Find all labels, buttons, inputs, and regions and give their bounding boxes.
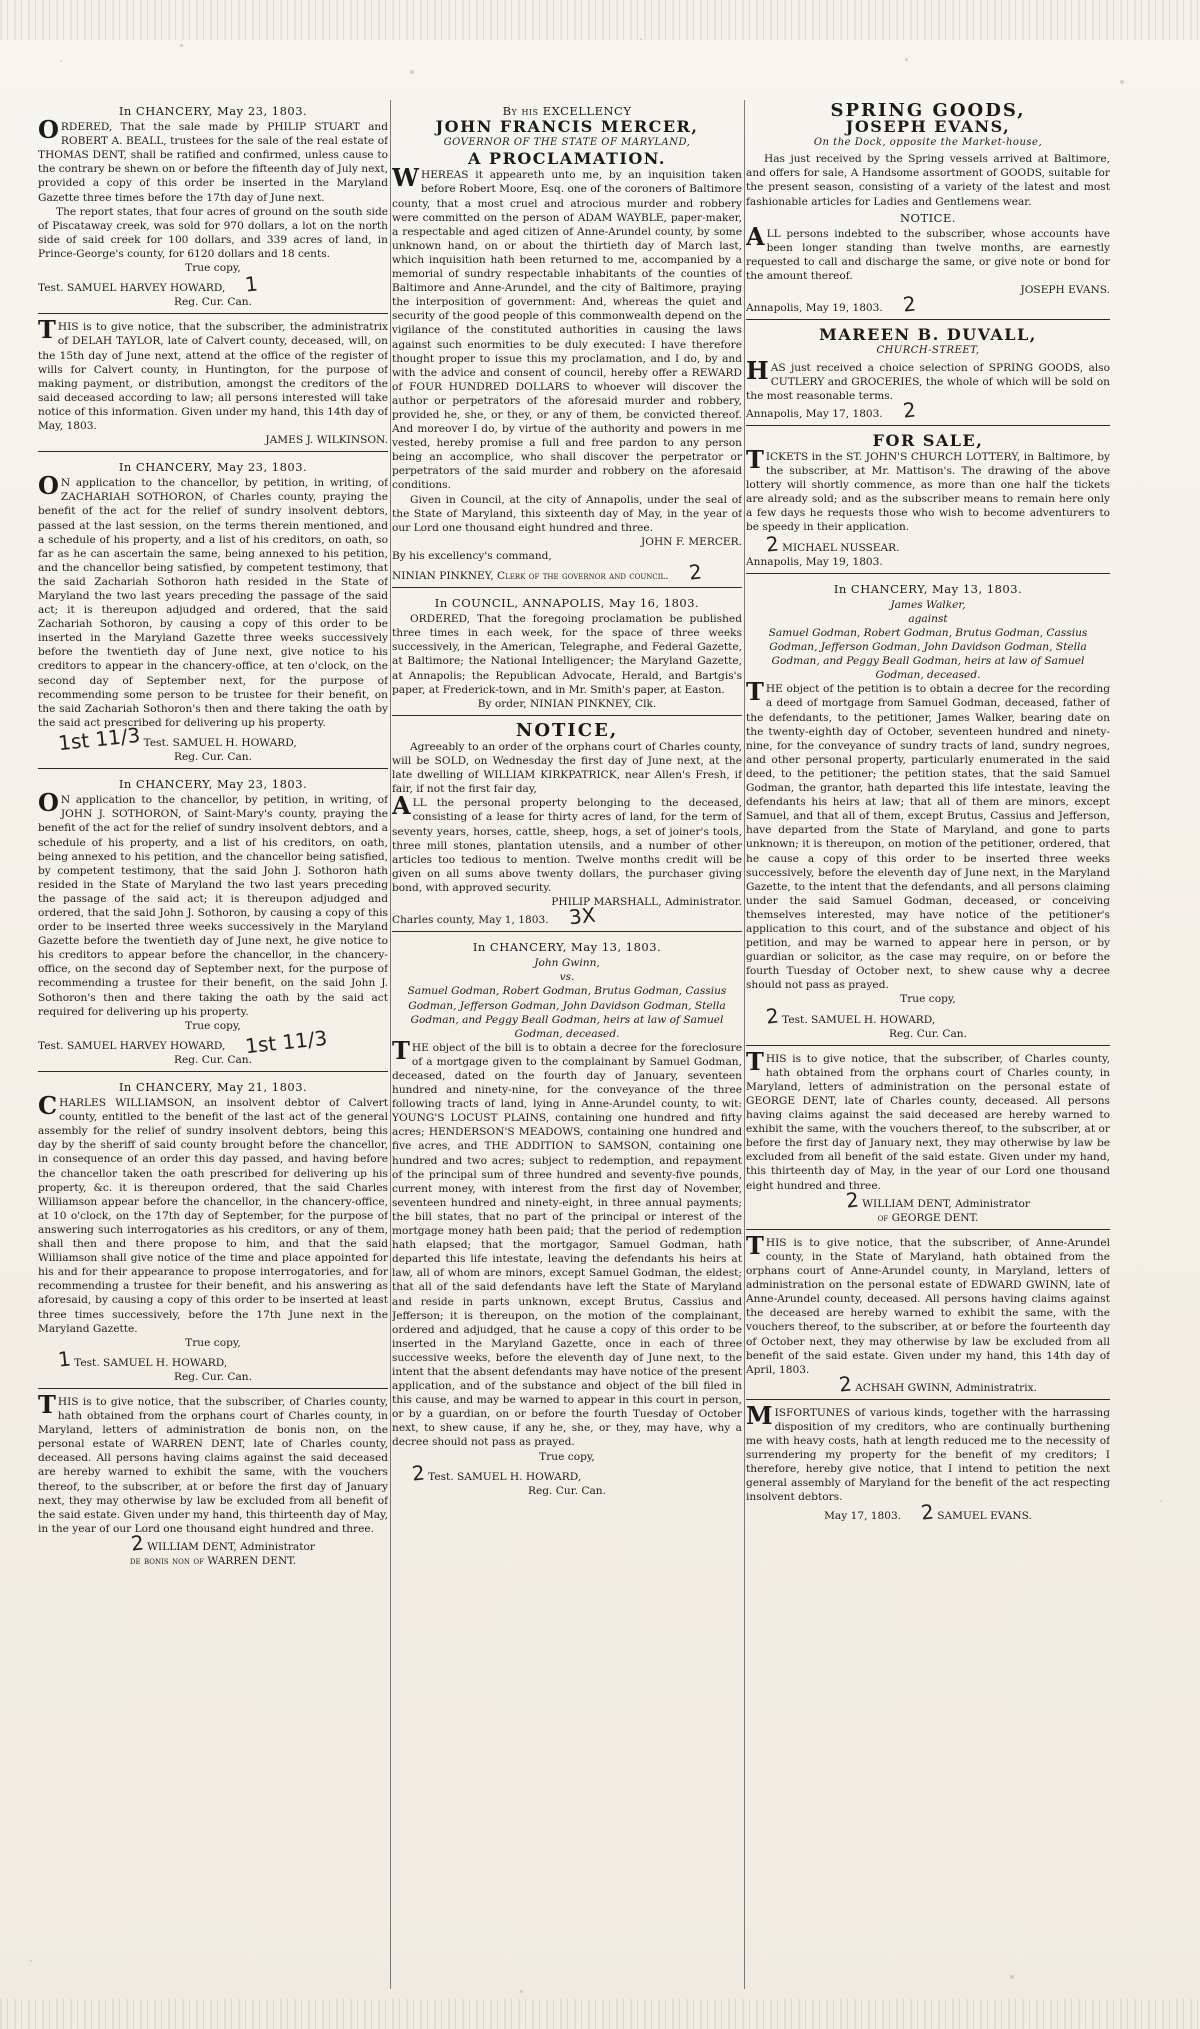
proclamation-heading: A PROCLAMATION. xyxy=(468,149,666,169)
signer: By order, NINIAN PINKNEY, Clk. xyxy=(477,697,657,710)
scan-edge-top xyxy=(0,0,1200,40)
signer: JAMES J. WILKINSON. xyxy=(265,434,388,447)
handwritten-mark: 2 xyxy=(687,559,703,585)
signer-title: Reg. Cur. Can. xyxy=(174,296,252,309)
ad-heading: SPRING GOODS, xyxy=(830,100,1026,121)
ad-body: THE object of the petition is to obtain a decree for the recording a deed of mortgage from Samuel Godman, deceased, father of the defendants, to the petitioner, James Walker, bearing date on the twenty-eighth day of October, seventeen hundred and ninety-nine, for the conveyance of sundry tracts of land, sundry negroes, and other personal property, particularly enumerated in the said deed, to the petitioner; the petition states, that the said Samuel Godman, the grantor, hath departed this life intestate, leaving the defendants his heirs at law; that all of them are minors, except Samuel, and that all of them, except Brutus, Cassius and Jefferson, have departed from the State of Maryland, and gone to parts unknown; it is thereupon, on motion of the petitioner, ordered, that he cause a copy of this order to be inserted three weeks successively, before the eleventh day of June next, in the Maryland Gazette, to the intent that the defendants, and all persons claiming under the said Samuel Godman, deceased, or conceiving themselves interested, may have notice of the petitioner's application to this court, and of the substance and object of his petition, and may be warned to appear here in person, or by guardian or solicitor, as the case may require, on or before the fourth Tuesday of October next, to shew cause why a decree should not pass as prayed. xyxy=(746,677,1110,992)
ad-heading: In CHANCERY, May 13, 1803. xyxy=(833,581,1023,596)
signer-title: of GEORGE DENT. xyxy=(877,1211,979,1224)
chancery-notice-dent xyxy=(38,100,388,314)
ad-body: CHARLES WILLIAMSON, an insolvent debtor of Calvert county, entitled to the benefit of the last act of the general assembly for the relief of sundry insolvent debtors, being this day by the sheriff of said county brought before the chancellor, in consequence of an order this day passed, and having before the chancellor taken the oath prescribed for delivering up his property, &c. it is thereupon ordered, that the said Charles Williamson appear before the chancellor, in the chancery-office, at 10 o'clock, on the 17th day of September, for the purpose of answering such interrogatories as his creditors, or any of them, shall then and there propose to him, and that the said Williamson shall give notice of the time and place appointed for his and for their appearance to propose interrogatories, and for recommending a trustee for their benefit, and his answering as aforesaid, by causing a copy of this order to be inserted at least three times successively, before the 17th June next in the Maryland Gazette. xyxy=(38,1091,388,1335)
ad-body: MISFORTUNES of various kinds, together with the harrassing disposition of my creditors, who are continually burthening me with heavy costs, hath at length reduced me to the necessity of surrendering my property for the benefit of my creditors; I therefore, hereby give notice, that I intend to petition the next general assembly of Maryland for the benefit of the act respecting insolvent debtors. xyxy=(746,1400,1110,1504)
council-order xyxy=(392,592,742,716)
merchant-name: MAREEN B. DUVALL, xyxy=(819,325,1037,345)
scan-speck xyxy=(1010,1975,1014,1979)
given-clause: Given in Council, at the city of Annapolis, under the seal of the State of Maryland, this sixteenth day of May, in the year of our Lord one thousand eight hundred and three. xyxy=(392,493,742,534)
ad-heading: In CHANCERY, May 23, 1803. xyxy=(118,460,308,475)
signer-title: Reg. Cur. Can. xyxy=(174,751,252,764)
ad-date: Annapolis, May 19, 1803. 2 xyxy=(746,291,917,317)
caption-plaintiff: James Walker, xyxy=(890,598,966,611)
merchant-location: On the Dock, opposite the Market-house, xyxy=(813,137,1043,149)
ad-heading: NOTICE, xyxy=(515,719,619,741)
scan-speck xyxy=(1120,80,1124,84)
proclamation xyxy=(392,100,742,588)
scan-speck xyxy=(410,70,414,74)
scan-speck xyxy=(1160,1500,1162,1502)
ad-body: THIS is to give notice, that the subscriber, of Anne-Arundel county, in the State of Maryland, hath obtained from the orphans court of Anne-Arundel county, in Maryland, letters of administration on the personal estate of EDWARD GWINN, late of Anne-Arundel county, deceased. All persons having claims against the deceased are hereby warned to exhibit the same, with the vouchers thereof, to the subscriber, at or before the fourteenth day of October next, they may otherwise by law be excluded from all benefit of the said estate. Given under my hand, this 14th day of April, 1803. xyxy=(746,1230,1110,1376)
ad-heading: In CHANCERY, May 21, 1803. xyxy=(118,1080,308,1094)
merchant-name: JOSEPH EVANS, xyxy=(845,117,1011,137)
handwritten-mark: 1st 11/3 xyxy=(244,1025,329,1059)
spring-goods-evans xyxy=(746,100,1110,320)
notice-delah-taylor xyxy=(38,315,388,452)
signer: 2 WILLIAM DENT, Administrator xyxy=(844,1187,1030,1213)
attest: True copy, xyxy=(185,262,241,275)
scan-speck xyxy=(520,1990,523,1993)
signer: 2 Test. SAMUEL H. HOWARD, xyxy=(410,1460,582,1486)
column-2 xyxy=(392,100,742,1989)
ad-date: Charles county, May 1, 1803. 3X xyxy=(392,902,597,930)
handwritten-mark: 2 xyxy=(837,1371,853,1397)
scan-speck xyxy=(905,58,908,61)
ad-heading: FOR SALE, xyxy=(872,430,984,450)
ad-body: WHEREAS it appeareth unto me, by an inquisition taken before Robert Moore, Esq. one of the coroners of Baltimore county, that a most cruel and atrocious murder and robbery were committed on the person of ADAM WAYBLE, paper-maker, a respectable and aged citizen of Anne-Arundel county, by some unknown hand, on or about the thirtieth day of March last, which inquisition hath been returned to me, accompanied by a memorial of sundry respectable inhabitants of the counties of Baltimore and Anne-Arundel, and the city of Baltimore, praying the interposition of government: And, whereas the quiet and security of the good people of this commonwealth depend on the vigilance of the constituted authorities in causing the laws against such enormities to be duly executed: I have therefore thought proper to issue this my proclamation, and I do, by and with the advice and consent of council, hereby offer a REWARD of FOUR HUNDRED DOLLARS to whoever will discover the author or perpetrators of the aforesaid murder and robbery, provided he, she, or they, or any of them, be convicted thereof. And moreover I do, by virtue of the authority and powers in me vested, hereby promise a full and free pardon to any person being an accomplice, who shall discover the perpetrator or perpetrators of the said murder and robbery on the aforesaid conditions. xyxy=(392,163,742,492)
handwritten-mark: 2 xyxy=(410,1460,426,1486)
command-line: By his excellency's command, xyxy=(392,549,552,562)
scan-speck xyxy=(180,44,183,47)
duvall-goods xyxy=(746,324,1110,426)
ad-body: ORDERED, That the sale made by PHILIP STUART and ROBERT A. BEALL, trustees for the sale of the real estate of THOMAS DENT, shall be ratified and confirmed, unless cause to the contrary be shewn on or before the fifteenth day of July next, provided a copy of this order be inserted in the Maryland Gazette three times before the 17th day of June next. xyxy=(38,115,388,204)
column-1 xyxy=(38,100,388,1989)
ad-heading: In CHANCERY, May 13, 1803. xyxy=(472,940,662,955)
ad-date: Annapolis, May 19, 1803. xyxy=(746,555,883,568)
scan-edge-bottom xyxy=(0,1999,1200,2029)
chancery-notice-zachariah-sothoron xyxy=(38,456,388,769)
ad-body: ON application to the chancellor, by petition, in writing, of ZACHARIAH SOTHORON, of Charles county, praying the benefit of the act for the relief of sundry insolvent debtors, passed at the last session, on the terms therein mentioned, and a schedule of his property, and a list of his creditors, on oath, so far as he can ascertain the same, being annexed to his petition, and the chancellor being satisfied, by competent testimony, that the said Zachariah Sothoron hath resided in the State of Maryland the two last years preceding the passage of the said act; it is thereupon adjudged and ordered, that the said Zachariah Sothoron, by causing a copy of this order to be inserted in the Maryland Gazette three weeks successively before the twentieth day of June next, give notice to his creditors to appear in the chancery-office, at ten o'clock, on the second day of September next, for the purpose of recommending some person to be trustee for their benefit, on the said Zachariah Sothoron's then and there taking the oath by the said act prescribed for delivering up his property. xyxy=(38,471,388,729)
chancery-notice-gwinn xyxy=(392,936,742,1502)
ad-body: TICKETS in the ST. JOHN'S CHURCH LOTTERY, in Baltimore, by the subscriber, at Mr. Mattison's. The drawing of the above lottery will shortly commence, as more than one half the tickets are already sold; and as the subscriber means to remain here only a few days he requests those who wish to become adventurers to be speedy in their application. xyxy=(746,444,1110,534)
notice-george-dent xyxy=(746,1046,1110,1230)
attest: True copy, xyxy=(185,1019,241,1032)
notice-edward-gwinn xyxy=(746,1230,1110,1400)
signer-title: de bonis non of WARREN DENT. xyxy=(129,1555,297,1567)
ad-lead: Agreeably to an order of the orphans court of Charles county, will be SOLD, on Wednesday the first day of June next, at the late dwelling of WILLIAM KIRKPATRICK, near Allen's Fresh, if fair, if not the first fair day, xyxy=(392,740,742,796)
handwritten-mark: 2 xyxy=(129,1530,145,1556)
ad-body: THE object of the bill is to obtain a decree for the foreclosure of a mortgage given to the complainant by Samuel Godman, deceased, dated on the fourth day of January, seventeen hundred and ninety-nine, for the conveyance of the three following tracts of land, lying in Anne-Arundel county, to wit: YOUNG'S LOCUST PLAINS, containing one hundred and fifty acres; HENDERSON'S MEADOWS, containing one hundred and five acres, and THE ADDITION to SAMSON, containing one hundred and two acres; subject to redemption, and repayment of the principal sum of three hundred and seventy-five pounds, current money, with interest from the first day of November, seventeen hundred and ninety-eight, in three annual payments; the bill states, that no part of the principal or interest of the mortgage money hath been paid; that the period of redemption hath elapsed; that the mortgagor, Samuel Godman, hath departed this life intestate, leaving the defendants his heirs at law, all of whom are minors, except Samuel Godman, the eldest; that all of the said defendants have left the State of Maryland and reside in parts unknown, except Brutus, Cassius and Jefferson; it is thereupon, on the motion of the complainant, ordered and adjudged, that he cause a copy of this order to be inserted in the Maryland Gazette, once in each of three successive weeks, before the eleventh day of June next, to the intent that the absent defendants may have notice of the present application, and of the substance and object of the bill filed in this cause, and may be warned to appear in this court in person, or by a guardian, on or before the fourth Tuesday of October next, to shew cause, if any he, she, or they, may have, why a decree should not pass as prayed. xyxy=(392,1035,742,1449)
signer-title: Reg. Cur. Can. xyxy=(528,1484,606,1497)
chancery-notice-john-sothoron xyxy=(38,773,388,1072)
ad-body: ALL the personal property belonging to the deceased, consisting of a lease for thirty acres of land, for the term of seventy years, horses, cattle, sheep, hogs, a set of joiner's tools, three mill stones, plantation utensils, and a number of other articles too tedious to mention. Twelve months credit will be given on all sums above twenty dollars, the purchaser giving bond, with approved security. xyxy=(392,791,742,894)
signer: Test. SAMUEL HARVEY HOWARD, 1st 11/3 xyxy=(38,1025,329,1059)
handwritten-mark: 1 xyxy=(244,271,260,297)
signer: Test. SAMUEL HARVEY HOWARD, 1 xyxy=(38,271,260,297)
chancery-notice-walker xyxy=(746,578,1110,1046)
handwritten-mark: 2 xyxy=(919,1498,936,1525)
ad-body: ON application to the chancellor, by petition, in writing, of JOHN J. SOTHORON, of Saint-Mary's county, praying the benefit of the act for the relief of sundry insolvent debtors, and a schedule of his property, and a list of his creditors, on oath, being annexed to his petition, and the chancellor being satisfied, by competent testimony, that the said John J. Sothoron hath resided in the State of Maryland the two last years preceding the passage of the said act; it is thereupon adjudged and ordered, that the said John J. Sothoron, by causing a copy of this order to be inserted three weeks successively in the Maryland Gazette before the twentieth day of June next, he give notice to his creditors to appear before the chancellor, in the chancery-office, on the second day of September next, for the purpose of recommending a trustee for their benefit, on the said John J. Sothoron's then and there taking the oath by the said act required for delivering up his property. xyxy=(38,788,388,1018)
handwritten-mark: 2 xyxy=(901,397,917,423)
handwritten-mark: 2 xyxy=(901,291,917,317)
attest: True copy, xyxy=(185,1336,241,1349)
signer: 2 WILLIAM DENT, Administrator xyxy=(129,1530,315,1556)
handwritten-mark: 2 xyxy=(844,1187,860,1213)
scan-speck xyxy=(640,38,642,40)
ad-body: ORDERED, That the foregoing proclamation be published three times in each week, for the space of three weeks successively, in the American, Telegraphe, and Federal Gazette, at Baltimore; the National Intelligencer; the Maryland Gazette, at Annapolis; the Republican Advocate, Herald, and Bartgis's paper, at Frederick-town, and in Mr. Smith's paper, at Easton. xyxy=(392,613,742,696)
ad-body: THIS is to give notice, that the subscriber, of Charles county, hath obtained from the orphans court of Charles county, in Maryland, letters of administration on the personal estate of GEORGE DENT, late of Charles county, deceased. All persons having claims against the said deceased are hereby warned to exhibit the same, with the vouchers thereof, to the subscriber, at or before the first day of January next, they may otherwise by law be excluded from all benefit of the said estate. Given under my hand, this thirteenth day of May, in the year of our Lord one thousand eight hundred and three. xyxy=(746,1046,1110,1192)
caption-vs: vs. xyxy=(559,971,575,984)
signer: 1st 11/3 Test. SAMUEL H. HOWARD, xyxy=(56,722,297,756)
ad-heading: In CHANCERY, May 23, 1803. xyxy=(118,104,308,118)
handwritten-mark: 1st 11/3 xyxy=(56,722,142,756)
lottery-for-sale xyxy=(746,430,1110,574)
scan-speck xyxy=(60,60,62,62)
governor-name: JOHN FRANCIS MERCER, xyxy=(435,117,699,137)
column-rule-1 xyxy=(390,100,391,1989)
signer: 2 MICHAEL NUSSEAR. xyxy=(764,530,900,557)
handwritten-mark: 2 xyxy=(764,1002,780,1029)
handwritten-mark: 3X xyxy=(567,902,597,930)
ad-body: THIS is to give notice, that the subscriber, of Charles county, hath obtained from the orphans court of Charles county, in Maryland, letters of administration de bonis non, on the personal estate of WARREN DENT, late of Charles county, deceased. All persons having claims against the said deceased are hereby warned to exhibit the same, with the vouchers thereof, to the subscriber, at or before the first day of January next, they may otherwise by law be excluded from all benefit of the said estate. Given under my hand, this thirteenth day of May, in the year of our Lord one thousand eight hundred and three. xyxy=(38,1389,388,1535)
ad-body-2: The report states, that four acres of ground on the south side of Piscataway creek, was sold for 970 dollars, a lot on the north side of said creek for 100 dollars, and 339 acres of land, in Prince-George's county, for 6120 dollars and 18 cents. xyxy=(38,205,388,260)
notice-warren-dent xyxy=(38,1389,388,1572)
signer: 1 Test. SAMUEL H. HOWARD, xyxy=(56,1346,228,1372)
ad-body: Has just received by the Spring vessels arrived at Baltimore, and offers for sale, A Handsome assortment of GOODS, suitable for the present season, consisting of a variety of the latest and most fashionable articles for Ladies and Gentlemens wear. xyxy=(746,153,1110,208)
signer: PHILIP MARSHALL, Administrator. xyxy=(551,895,742,908)
merchant-location: CHURCH-STREET, xyxy=(876,345,980,357)
ad-subheading: NOTICE. xyxy=(899,210,957,225)
scan-speck xyxy=(30,1960,32,1962)
notice-samuel-evans xyxy=(746,1400,1110,1527)
signer: JOHN F. MERCER. xyxy=(641,535,742,548)
ad-body: HAS just received a choice selection of SPRING GOODS, also CUTLERY and GROCERIES, the whole of which will be sold on the most reasonable terms. xyxy=(746,355,1110,402)
handwritten-mark: 1 xyxy=(56,1346,72,1372)
sale-notice-kirkpatrick xyxy=(392,720,742,932)
caption-defendants: Samuel Godman, Robert Godman, Brutus Godman, Cassius Godman, Jefferson Godman, John Davidson Godman, Stella Godman, and Peggy Beall Godman, heirs at law of Samuel Godman, deceased. xyxy=(768,627,1088,682)
caption-plaintiff: John Gwinn, xyxy=(534,957,600,970)
caption-defendants: Samuel Godman, Robert Godman, Brutus Godman, Cassius Godman, Jefferson Godman, John Davidson Godman, Stella Godman, and Peggy Beall Godman, heirs at law of Samuel Godman, deceased. xyxy=(407,985,727,1040)
signer-title: Reg. Cur. Can. xyxy=(174,1053,252,1066)
ad-date: Annapolis, May 17, 1803. 2 xyxy=(746,397,917,423)
column-3 xyxy=(746,100,1110,1989)
chancery-notice-williamson xyxy=(38,1076,388,1389)
ad-body-2: ALL persons indebted to the subscriber, whose accounts have been longer standing than twelve months, are earnestly requested to call and discharge the same, or give note or bond for the amount thereof. xyxy=(746,221,1110,283)
attest: True copy, xyxy=(539,1450,595,1463)
pre-heading: By his EXCELLENCY xyxy=(502,104,632,118)
signer: JOSEPH EVANS. xyxy=(1020,284,1110,297)
caption-vs: against xyxy=(908,612,948,625)
column-rule-2 xyxy=(744,100,745,1989)
signer: 2 Test. SAMUEL H. HOWARD, xyxy=(764,1002,936,1029)
ad-heading: In COUNCIL, ANNAPOLIS, May 16, 1803. xyxy=(434,596,700,611)
signer-title: Reg. Cur. Can. xyxy=(889,1027,967,1040)
signer: May 17, 1803. 2 SAMUEL EVANS. xyxy=(824,1498,1032,1525)
ad-heading: In CHANCERY, May 23, 1803. xyxy=(118,777,308,792)
governor-office: GOVERNOR OF THE STATE OF MARYLAND, xyxy=(443,137,691,149)
signer: 2 ACHSAH GWINN, Administratrix. xyxy=(837,1371,1037,1397)
handwritten-mark: 2 xyxy=(764,530,780,557)
clerk: NINIAN PINKNEY, Clerk of the governor and council. 2 xyxy=(392,559,703,585)
ad-body: THIS is to give notice, that the subscriber, the administratrix of DELAH TAYLOR, late of Calvert county, deceased, will, on the 15th day of June next, attend at the office of the register of wills for Calvert county, in Huntington, for the purpose of making payment, or distribution, amongst the creditors of the said deceased according to law; all persons interested will take notice of this information. Given under my hand, this 14th day of May, 1803. xyxy=(38,315,388,432)
signer-title: Reg. Cur. Can. xyxy=(174,1370,252,1383)
attest: True copy, xyxy=(900,993,956,1006)
